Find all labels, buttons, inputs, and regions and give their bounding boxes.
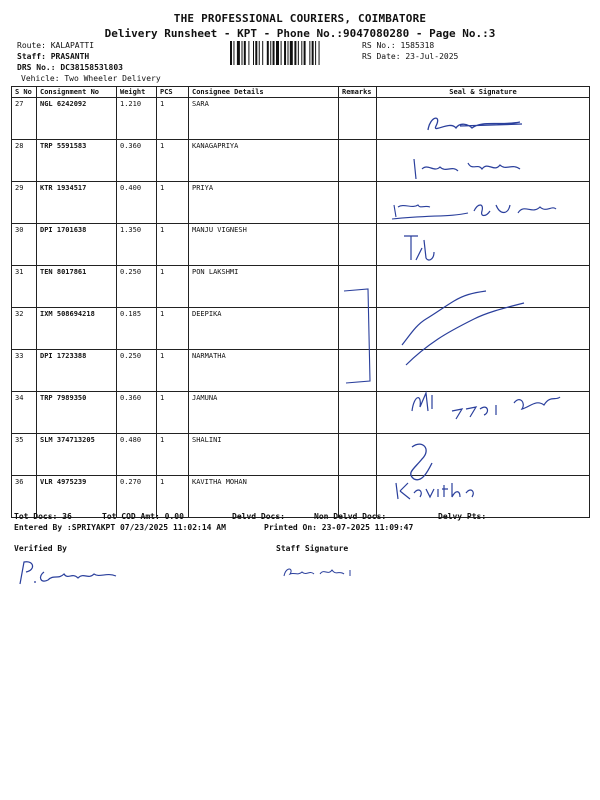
barcode-bar <box>309 41 310 65</box>
total-docs: Tot Docs: 36 <box>14 512 72 521</box>
barcode-bar <box>304 41 306 65</box>
cell-sno: 34 <box>12 392 37 434</box>
cell-weight: 0.400 <box>117 182 157 224</box>
cell-sno: 27 <box>12 98 37 140</box>
cell-consignment: SLM 374713205 <box>37 434 117 476</box>
cell-sno: 30 <box>12 224 37 266</box>
cell-remarks <box>339 224 377 266</box>
barcode-bar <box>267 41 269 65</box>
cell-consignee: DEEPIKA <box>189 308 339 350</box>
barcode-bar <box>290 41 293 65</box>
cell-weight: 0.185 <box>117 308 157 350</box>
vehicle-label: Vehicle: Two Wheeler Delivery <box>21 74 161 83</box>
cell-consignee: NARMATHA <box>189 350 339 392</box>
company-title: THE PROFESSIONAL COURIERS, COIMBATORE <box>173 12 427 25</box>
barcode-bar <box>233 41 234 65</box>
signature-row30-image <box>400 230 440 266</box>
cell-pcs: 1 <box>157 182 189 224</box>
barcode-bar <box>242 41 243 65</box>
cell-remarks <box>339 434 377 476</box>
cell-remarks <box>339 392 377 434</box>
cell-consignment: DPI 1701638 <box>37 224 117 266</box>
cell-remarks <box>339 140 377 182</box>
col-header-remarks: Remarks <box>339 87 377 98</box>
cell-pcs: 1 <box>157 392 189 434</box>
cell-pcs: 1 <box>157 308 189 350</box>
barcode-bar <box>273 41 275 65</box>
cell-consignee: SARA <box>189 98 339 140</box>
verified-signature-image <box>14 558 124 588</box>
cell-remarks <box>339 182 377 224</box>
staff-signature-label: Staff Signature <box>276 544 349 553</box>
signature-row28-image <box>408 155 528 181</box>
signature-row27-image <box>420 108 530 138</box>
cell-consignee: PRIYA <box>189 182 339 224</box>
cell-sno: 31 <box>12 266 37 308</box>
staff-signature-image <box>280 562 360 582</box>
barcode-bar <box>248 41 249 65</box>
cell-pcs: 1 <box>157 434 189 476</box>
drs-label: DRS No.: <box>17 63 56 72</box>
barcode-bar <box>315 41 316 65</box>
col-header-pcs: PCS <box>157 87 189 98</box>
barcode-bar <box>284 41 286 65</box>
barcode-bar <box>312 41 314 65</box>
cell-sno: 36 <box>12 476 37 518</box>
cell-consignment: TRP 7989350 <box>37 392 117 434</box>
cell-weight: 0.360 <box>117 140 157 182</box>
drs-value: DC3815853l803 <box>60 63 123 72</box>
cell-sno: 35 <box>12 434 37 476</box>
rs-date: RS Date: 23-Jul-2025 <box>362 52 459 61</box>
route-label: Route: KALAPATTI <box>17 41 95 50</box>
staff-label: Staff: PRASANTH <box>17 52 90 61</box>
col-header-signature: Seal & Signature <box>377 87 590 98</box>
signature-row34-image <box>408 385 568 425</box>
cell-weight: 0.250 <box>117 266 157 308</box>
barcode-bar <box>301 41 302 65</box>
printed-on: Printed On: 23-07-2025 11:09:47 <box>264 523 414 532</box>
signature-row35-36-image <box>392 435 482 501</box>
total-cod: Tot COD Amt: 0.00 <box>102 512 184 521</box>
cell-consignment: TRP 5591583 <box>37 140 117 182</box>
cell-pcs: 1 <box>157 476 189 518</box>
entered-by: Entered By :SPRIYAKPT 07/23/2025 11:02:14 AM <box>14 523 226 532</box>
barcode-bar <box>262 41 263 65</box>
cell-consignee: PON LAKSHMI <box>189 266 339 308</box>
cell-pcs: 1 <box>157 140 189 182</box>
cell-consignment: KTR 1934517 <box>37 182 117 224</box>
signature-row29-image <box>390 195 560 225</box>
barcode-bar <box>294 41 296 65</box>
cell-sno: 28 <box>12 140 37 182</box>
col-header-weight: Weight <box>117 87 157 98</box>
cell-pcs: 1 <box>157 350 189 392</box>
barcode-bar <box>298 41 299 65</box>
drs-number <box>17 63 123 72</box>
table-row <box>12 224 590 266</box>
cell-pcs: 1 <box>157 266 189 308</box>
delivered-docs: Delvd Docs: <box>232 512 285 521</box>
cell-sno: 29 <box>12 182 37 224</box>
barcode-bar <box>276 41 279 65</box>
cell-weight: 0.360 <box>117 392 157 434</box>
cell-pcs: 1 <box>157 98 189 140</box>
barcode-bar <box>255 41 257 65</box>
cell-consignment: IXM 508694218 <box>37 308 117 350</box>
runsheet-subtitle: Delivery Runsheet - KPT - Phone No.:9047080280 - Page No.:3 <box>104 27 496 40</box>
cell-sno: 33 <box>12 350 37 392</box>
barcode-bar <box>319 41 320 65</box>
table-row <box>12 476 590 518</box>
cell-consignee: SHALINI <box>189 434 339 476</box>
cell-weight: 1.350 <box>117 224 157 266</box>
cell-remarks <box>339 98 377 140</box>
cell-consignee: KANAGAPRIYA <box>189 140 339 182</box>
delivery-points: Delvy Pts: <box>438 512 487 521</box>
barcode-image <box>230 41 350 65</box>
cell-weight: 0.480 <box>117 434 157 476</box>
barcode-bar <box>253 41 254 65</box>
cell-weight: 0.250 <box>117 350 157 392</box>
cell-pcs: 1 <box>157 224 189 266</box>
cell-weight: 0.270 <box>117 476 157 518</box>
cell-consignment: VLR 4975239 <box>37 476 117 518</box>
barcode-bar <box>230 41 232 65</box>
col-header-consignee: Consignee Details <box>189 87 339 98</box>
table-row <box>12 434 590 476</box>
cell-consignment: NGL 6242092 <box>37 98 117 140</box>
barcode-bar <box>237 41 240 65</box>
barcode-bar <box>281 41 282 65</box>
cell-consignee: MANJU VIGNESH <box>189 224 339 266</box>
non-delivered-docs: Non Delvd Docs: <box>314 512 387 521</box>
barcode-bar <box>244 41 246 65</box>
col-header-sno: S No <box>12 87 37 98</box>
cell-weight: 1.210 <box>117 98 157 140</box>
signature-row32-33-image <box>340 285 540 385</box>
cell-consignee: JAMUNA <box>189 392 339 434</box>
barcode-bar <box>259 41 260 65</box>
rs-number: RS No.: 1585318 <box>362 41 435 50</box>
cell-consignee: KAVITHA MOHAN <box>189 476 339 518</box>
barcode-bar <box>288 41 289 65</box>
cell-sno: 32 <box>12 308 37 350</box>
col-header-consignment: Consignment No <box>37 87 117 98</box>
table-header-row <box>12 87 590 98</box>
barcode-bar <box>270 41 271 65</box>
cell-consignment: TEN 8017861 <box>37 266 117 308</box>
cell-consignment: DPI 1723388 <box>37 350 117 392</box>
verified-by-label: Verified By <box>14 544 67 553</box>
